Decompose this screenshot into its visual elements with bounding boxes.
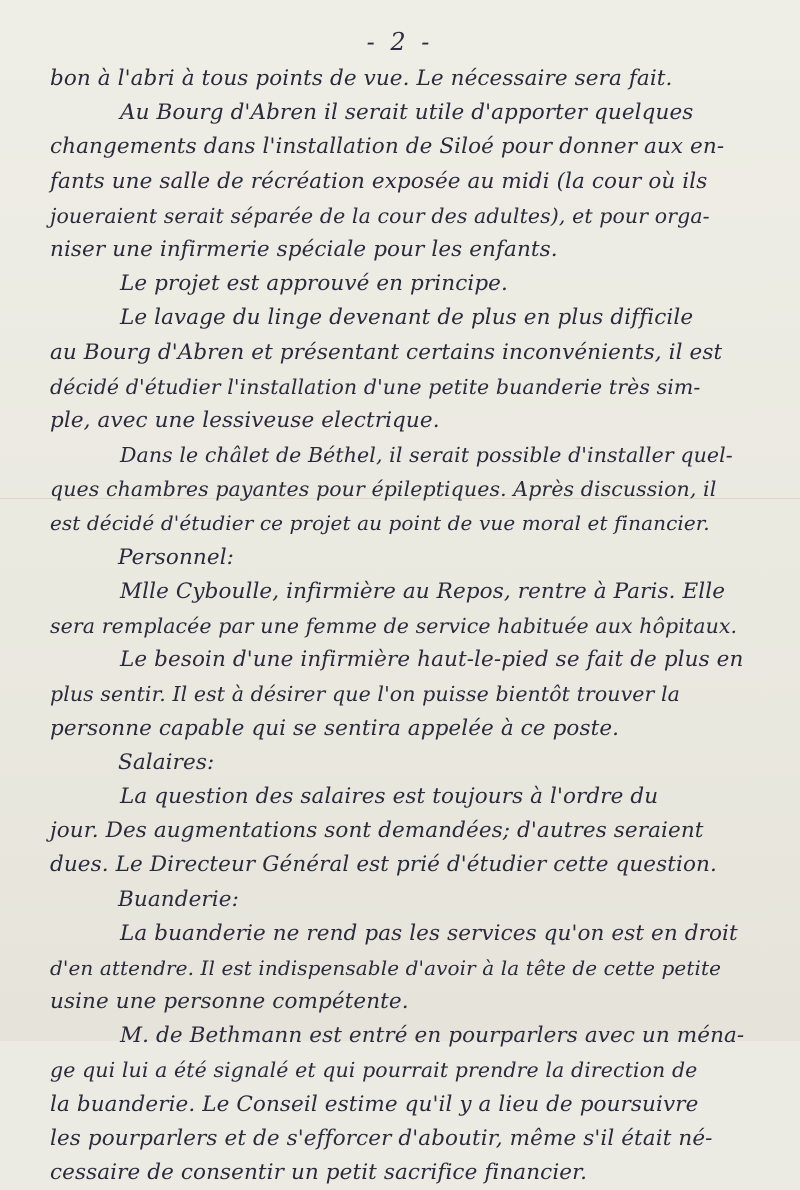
text-line: changements dans l'installation de Siloé pour donner aux en- [50, 134, 725, 160]
text-line: M. de Bethmann est entré en pourparlers avec un ména- [120, 1023, 745, 1049]
text-line: Au Bourg d'Abren il serait utile d'apporter quelques [120, 100, 694, 126]
page-number: - 2 - [366, 28, 434, 56]
text-line: usine une personne compétente. [50, 989, 409, 1015]
text-line: d'en attendre. Il est indispensable d'avoir à la tête de cette petite [50, 955, 722, 980]
text-line: personne capable qui se sentira appelée à ce poste. [50, 715, 620, 741]
text-line: Mlle Cyboulle, infirmière au Repos, rentre à Paris. Elle [120, 578, 726, 604]
text-line: dues. Le Directeur Général est prié d'étudier cette question. [50, 852, 717, 878]
text-line: joueraient serait séparée de la cour des adultes), et pour orga- [50, 203, 710, 228]
text-line: jour. Des augmentations sont demandées; d'autres seraient [50, 818, 704, 844]
text-line: niser une infirmerie spéciale pour les enfants. [50, 236, 558, 262]
text-line: sera remplacée par une femme de service habituée aux hôpitaux. [50, 614, 738, 638]
text-line: ge qui lui a été signalé et qui pourrait prendre la direction de [50, 1058, 698, 1083]
text-line: la buanderie. Le Conseil estime qu'il y a lieu de poursuivre [50, 1091, 699, 1117]
text-line: est décidé d'étudier ce projet au point de vue moral et financier. [50, 511, 710, 536]
text-line: ques chambres payantes pour épileptiques. Après discussion, il [50, 477, 717, 502]
text-line: bon à l'abri à tous points de vue. Le nécessaire sera fait. [50, 66, 673, 91]
section-heading-salaires: Salaires: [118, 749, 215, 775]
text-line: Le projet est approuvé en principe. [120, 271, 508, 297]
text-line: La question des salaires est toujours à l'ordre du [120, 783, 659, 809]
text-line: cessaire de consentir un petit sacrifice financier. [50, 1160, 588, 1185]
text-line: La buanderie ne rend pas les services qu'on est en droit [120, 920, 738, 946]
section-heading-buanderie: Buanderie: [118, 886, 239, 912]
page-body [50, 62, 768, 1190]
text-line: Dans le châlet de Béthel, il serait possible d'installer quel- [120, 443, 733, 468]
text-line: au Bourg d'Abren et présentant certains inconvénients, il est [50, 339, 723, 365]
text-line: plus sentir. Il est à désirer que l'on puisse bientôt trouver la [50, 682, 680, 707]
text-line: fants une salle de récréation exposée au midi (la cour où ils [50, 168, 708, 194]
text-line: décidé d'étudier l'installation d'une petite buanderie très sim- [50, 374, 701, 399]
text-line: Le besoin d'une infirmière haut-le-pied se fait de plus en [120, 647, 744, 673]
section-heading-personnel: Personnel: [118, 544, 235, 570]
text-line: Le lavage du linge devenant de plus en plus difficile [120, 305, 694, 331]
text-line: les pourparlers et de s'efforcer d'aboutir, même s'il était né- [50, 1125, 713, 1151]
text-line: ple, avec une lessiveuse electrique. [50, 407, 440, 433]
